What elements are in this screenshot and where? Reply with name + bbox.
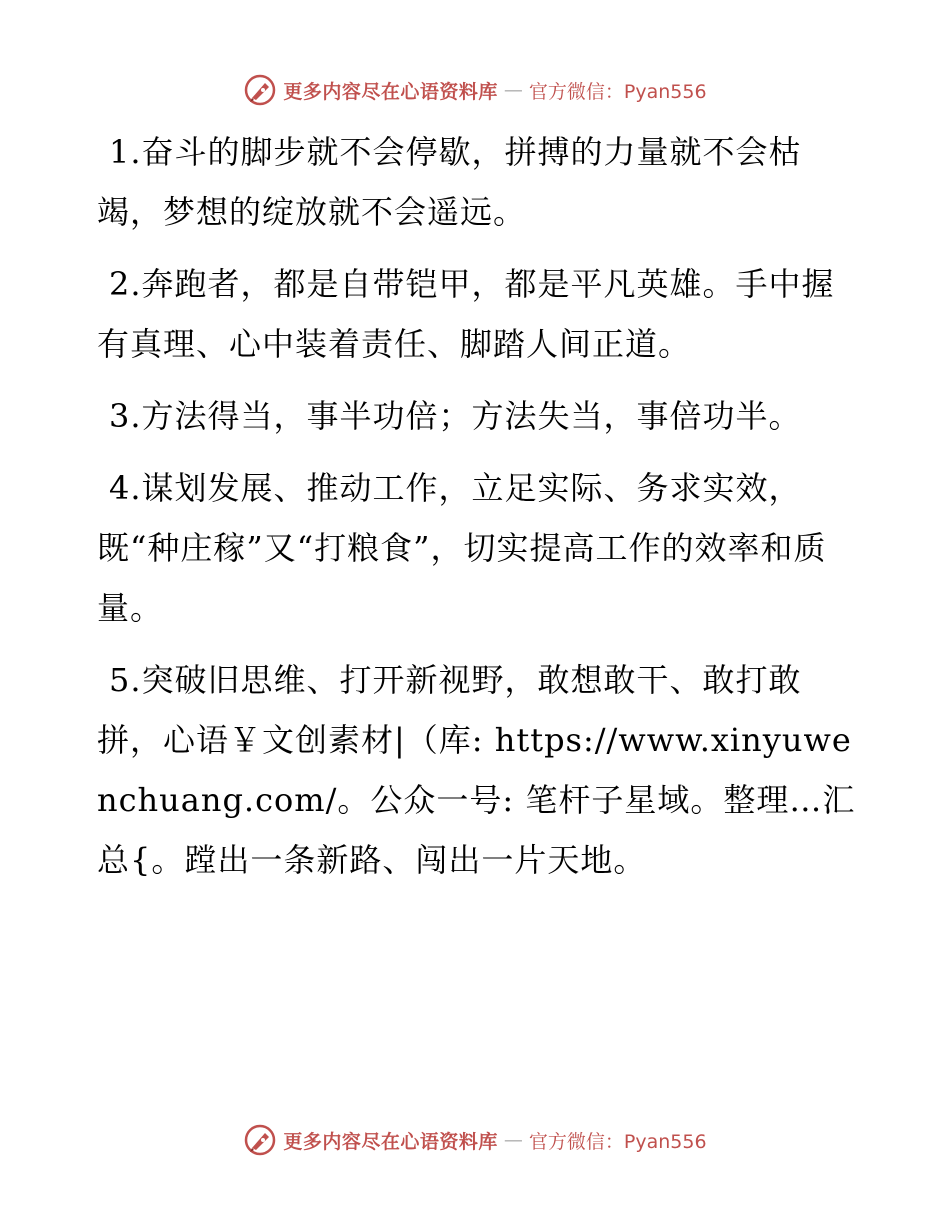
paragraph-4: 4.谋划发展、推动工作，立足实际、务求实效，既“种庄稼”又“打粮食”，切实提高工作的效率和质量。 <box>97 469 827 627</box>
header-banner-suffix: 官方微信：Pyan556 <box>528 80 707 103</box>
document-body <box>97 122 857 902</box>
footer-banner <box>0 1120 950 1160</box>
header-banner-text: 更多内容尽在心语资料库 <box>283 80 498 103</box>
paragraph-5: 5.突破旧思维、打开新视野，敢想敢干、敢打敢拼，心语￥文创素材|（库: https://www.xinyuwenchuang.com/。公众一号: 笔杆子星域。整理…汇总{。蹚出一条新路、闯出一片天地。 <box>97 661 856 879</box>
pen-logo-icon <box>243 1123 277 1157</box>
paragraph-1: 1.奋斗的脚步就不会停歇，拼搏的力量就不会枯竭，梦想的绽放就不会遥远。 <box>97 133 802 231</box>
footer-banner-text: 更多内容尽在心语资料库 <box>283 1130 498 1153</box>
pen-logo-icon <box>243 73 277 107</box>
header-banner <box>0 70 950 110</box>
paragraph-3: 3.方法得当，事半功倍；方法失当，事倍功半。 <box>109 397 802 435</box>
header-banner-inner <box>243 73 706 107</box>
paragraph-2: 2.奔跑者，都是自带铠甲，都是平凡英雄。手中握有真理、心中装着责任、脚踏人间正道。 <box>97 265 835 363</box>
footer-banner-inner <box>243 1123 706 1157</box>
footer-banner-suffix: 官方微信：Pyan556 <box>528 1130 707 1153</box>
header-banner-separator: — <box>503 79 523 101</box>
footer-banner-separator: — <box>503 1129 523 1151</box>
